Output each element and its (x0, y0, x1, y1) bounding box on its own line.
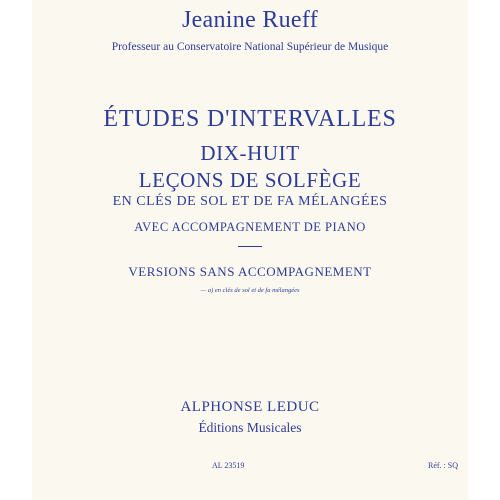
title-line-3: LEÇONS DE SOLFÈGE (138, 168, 362, 192)
title-line-1: ÉTUDES D'INTERVALLES (103, 106, 397, 132)
catalog-number: AL 23519 (212, 461, 245, 470)
publisher-edition: Éditions Musicales (198, 420, 302, 435)
accompaniment-note: AVEC ACCOMPAGNEMENT DE PIANO (134, 220, 366, 234)
title-line-2: DIX-HUIT (200, 141, 300, 165)
author-name: Jeanine Rueff (181, 7, 319, 33)
author-affiliation: Professeur au Conservatoire National Supérieur de Musique (111, 41, 389, 53)
versions-heading: VERSIONS SANS ACCOMPAGNEMENT (128, 264, 372, 279)
reference-code: Réf. : SQ (428, 461, 458, 470)
title-line-4: EN CLÉS DE SOL ET DE FA MÉLANGÉES (112, 194, 388, 209)
publisher-name: ALPHONSE LEDUC (180, 399, 320, 415)
versions-subnote: — a) en clés de sol et de fa mélangées (200, 287, 300, 294)
divider-rule (238, 246, 262, 247)
score-cover (32, 0, 468, 500)
